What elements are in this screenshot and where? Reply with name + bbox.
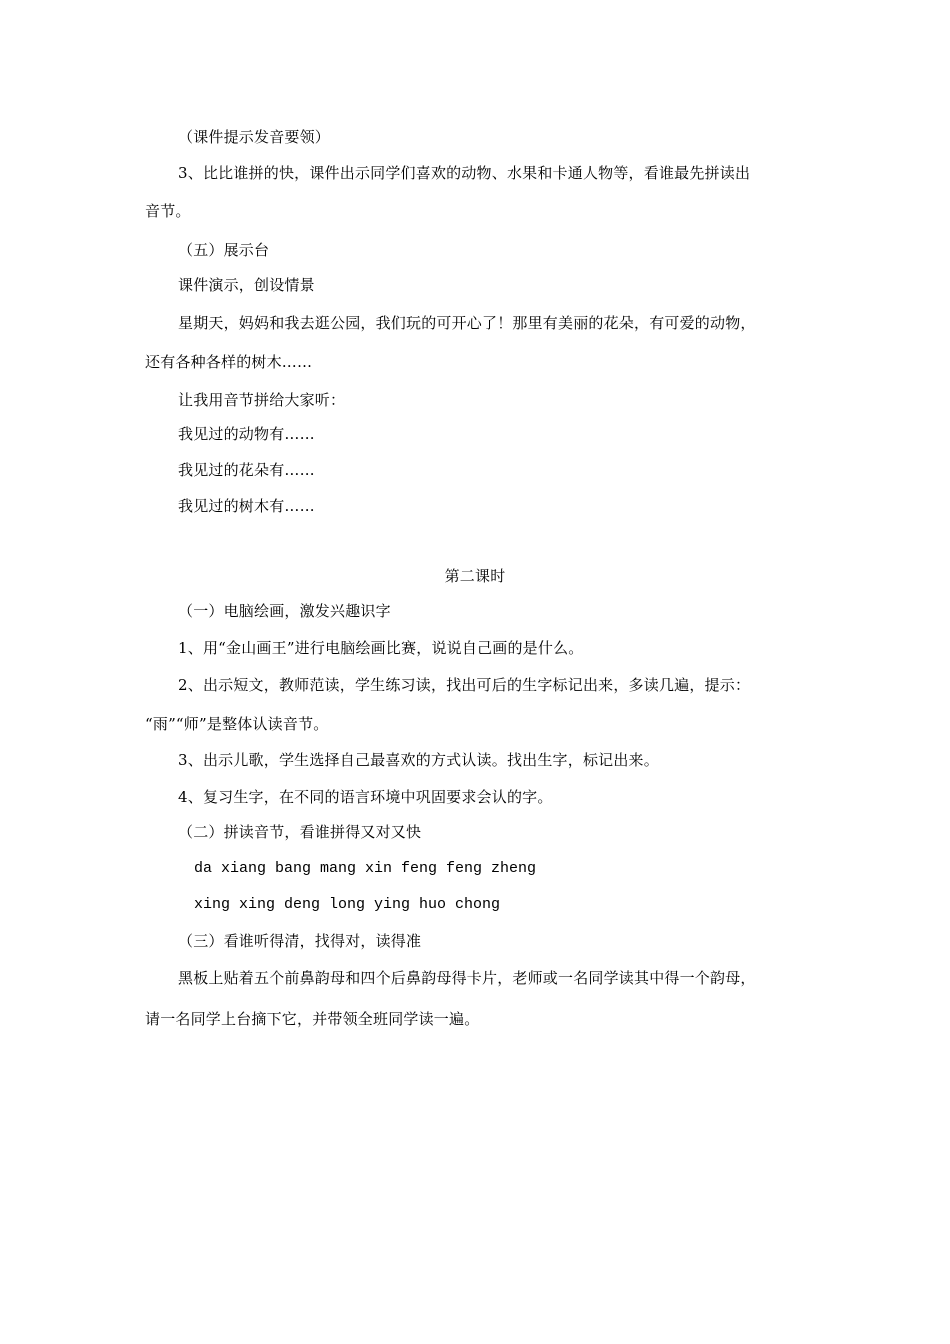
text-line: 1、用“金山画王”进行电脑绘画比赛，说说自己画的是什么。 [178, 639, 584, 657]
text-line: 我见过的花朵有…… [178, 461, 315, 479]
text-line: （课件提示发音要领） [178, 128, 331, 146]
text-line: 还有各种各样的树木…… [145, 353, 313, 371]
text-line: 4、复习生字，在不同的语言环境中巩固要求会认的字。 [178, 788, 553, 806]
text-line: 星期天，妈妈和我去逛公园，我们玩的可开心了！那里有美丽的花朵，有可爱的动物， [178, 314, 756, 332]
text-line: 2、出示短文，教师范读，学生练习读，找出可后的生字标记出来，多读几遍，提示： [178, 676, 751, 694]
section-heading: （五）展示台 [178, 241, 270, 259]
section-heading: （三）看谁听得清，找得对，读得准 [178, 932, 422, 950]
text-line: “雨”“师”是整体认读音节。 [145, 715, 329, 733]
lesson-title: 第二课时 [444, 567, 506, 585]
text-line: 3、比比谁拼的快，课件出示同学们喜欢的动物、水果和卡通人物等，看谁最先拼读出 [178, 164, 751, 182]
text-line: 课件演示，创设情景 [178, 276, 315, 294]
text-line: 音节。 [145, 202, 191, 220]
text-line: 3、出示儿歌，学生选择自己最喜欢的方式认读。找出生字，标记出来。 [178, 751, 659, 769]
pinyin-line: da xiang bang mang xin feng feng zheng [194, 860, 537, 877]
text-line: 黑板上贴着五个前鼻韵母和四个后鼻韵母得卡片，老师或一名同学读其中得一个韵母， [178, 969, 756, 987]
section-heading: （一）电脑绘画，激发兴趣识字 [178, 602, 391, 620]
text-line: 我见过的动物有…… [178, 425, 315, 443]
text-line: 我见过的树木有…… [178, 497, 315, 515]
text-line: 让我用音节拼给大家听： [178, 391, 346, 409]
pinyin-line: xing xing deng long ying huo chong [194, 896, 501, 913]
text-line: 请一名同学上台摘下它，并带领全班同学读一遍。 [145, 1010, 480, 1028]
section-heading: （二）拼读音节，看谁拼得又对又快 [178, 823, 422, 841]
